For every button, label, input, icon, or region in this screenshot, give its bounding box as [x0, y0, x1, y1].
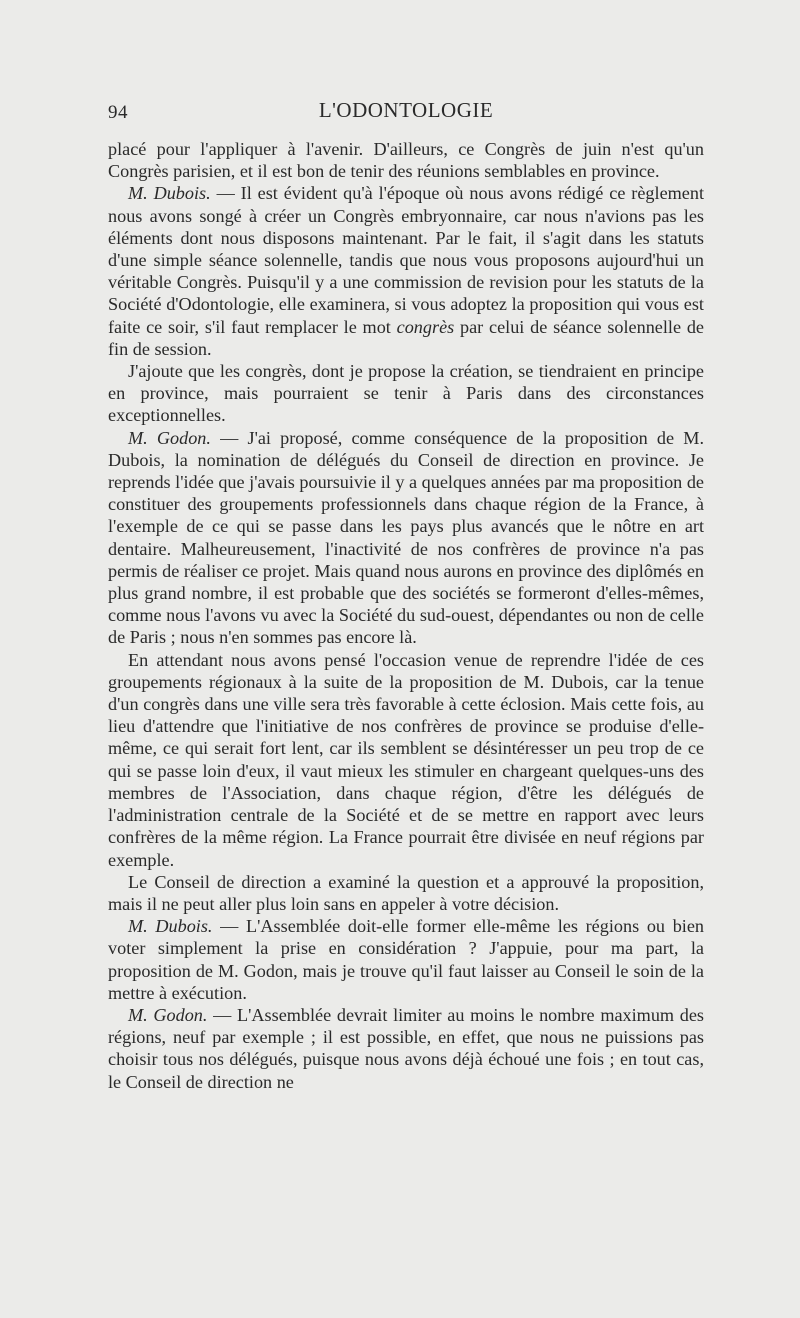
paragraph-godon-1 — [108, 427, 704, 649]
paragraph-text: — J'ai proposé, comme conséquence de la proposition de M. Dubois, la nomination de délégués du Conseil de direction en province. Je reprends l'idée que j'avais poursuivie il y a quelques années par ma proposition de constituer des groupements professionnels dans chaque région de la France, à l'exemple de ce qui se passe dans les pays plus avancés que le nôtre en art dentaire. Malheureusement, l'inactivité de nos confrères de province n'a pas permis de réaliser ce projet. Mais quand nous aurons en province des diplômés en plus grand nombre, il est probable que des sociétés se formeront d'elles-mêmes, comme nous l'avons vu avec la Société du sud-ouest, dépendantes ou non de celle de Paris ; nous n'en sommes pas encore là. — [108, 427, 704, 648]
page-number: 94 — [108, 102, 128, 123]
body-text — [108, 138, 704, 1093]
paragraph-text: En attendant nous avons pensé l'occasion venue de reprendre l'idée de ces groupements régionaux à la suite de la proposition de M. Dubois, car la tenue d'un congrès dans une ville sera très favorable à cette éclosion. Mais cette fois, au lieu d'attendre que l'initiative de nos confrères de province se produise d'elle-même, ce qui serait fort lent, car ils semblent se désintéresser un peu trop de ce qui se passe loin d'eux, il vaut mieux les stimuler en chargeant quelques-uns des membres de l'Association, dans chaque région, d'être les délégués de l'administration centrale de la Société et de se mettre en rapport avec leurs confrères de la même région. La France pourrait être divisée en neuf régions par exemple. — [108, 649, 704, 870]
paragraph-godon-3 — [108, 871, 704, 915]
paragraph-dubois-2 — [108, 360, 704, 427]
page — [108, 98, 704, 1093]
running-head — [108, 98, 704, 128]
paragraph-godon-4 — [108, 1004, 704, 1093]
journal-title: L'ODONTOLOGIE — [318, 98, 494, 122]
paragraph-godon-2 — [108, 649, 704, 871]
paragraph-text: Le Conseil de direction a examiné la question et a approuvé la proposition, mais il ne peut aller plus loin sans en appeler à votre décision. — [108, 871, 704, 914]
speaker-name: M. Godon. — [128, 427, 211, 448]
speaker-name: M. Dubois. — [128, 916, 213, 937]
speaker-name: M. Godon. — [128, 1004, 208, 1025]
paragraph-text: J'ajoute que les congrès, dont je propose la création, se tiendraient en principe en province, mais pourraient se tenir à Paris dans des circonstances exceptionnelles. — [108, 361, 704, 426]
paragraph-text: placé pour l'appliquer à l'avenir. D'ailleurs, ce Congrès de juin n'est qu'un Congrès parisien, et il est bon de tenir des réunions semblables en province. — [108, 139, 704, 182]
paragraph-text: — L'Assemblée devrait limiter au moins le nombre maximum des régions, neuf par exemple ; il est possible, en effet, que nous ne puissions pas choisir tous nos délégués, puisque nous avons déjà échoué une fois ; en tout cas, le Conseil de direction ne — [108, 1004, 704, 1092]
emphasized-word: congrès — [396, 316, 455, 337]
paragraph-text: — Il est évident qu'à l'époque où nous avons rédigé ce règlement nous avons songé à créer un Congrès embryonnaire, car nous n'avions pas les éléments dont nous disposons maintenant. Par le fait, il s'agit dans les statuts d'une simple séance solennelle, tandis que nous vous proposons aujourd'hui un véritable Congrès. Puisqu'il y a une commission de revision pour les statuts de la Société d'Odontologie, elle examinera, si vous adoptez la proposition qui vous est faite ce soir, s'il faut remplacer le mot — [108, 183, 705, 337]
paragraph-text: — L'Assemblée doit-elle former elle-même les régions ou bien voter simplement la prise en considération ? J'appuie, pour ma part, la proposition de M. Godon, mais je trouve qu'il faut laisser au Conseil le soin de la mettre à exécution. — [108, 916, 705, 1003]
paragraph-continuation — [108, 138, 704, 182]
speaker-name: M. Dubois. — [128, 183, 211, 204]
paragraph-dubois-1 — [108, 182, 704, 360]
paragraph-text-after: par celui de séance solennelle de fin de session. — [108, 316, 704, 359]
paragraph-dubois-3 — [108, 915, 704, 1004]
